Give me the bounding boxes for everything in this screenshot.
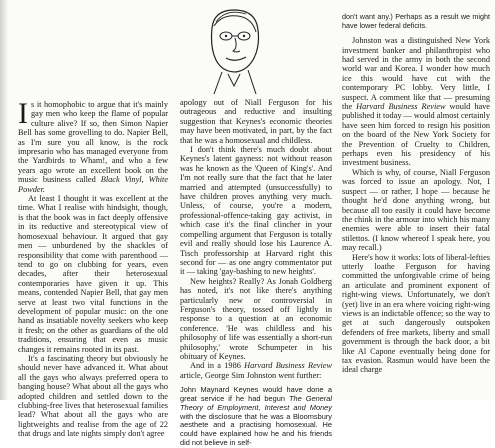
caricature-illustration: [198, 6, 270, 94]
paragraph: apology out of Niall Ferguson for his outrageous and reductive and insulting suggestion that Keynes's economic theories may have been motivated, in part, by the fact that he was a homosexual and childless.: [180, 98, 332, 145]
paragraph: [180, 361, 332, 380]
drop-cap: I: [18, 97, 28, 130]
article-column-2: [180, 98, 332, 448]
article-column-1: [18, 97, 169, 439]
paragraph: Here's how it works: lots of liberal-lefties utterly loathe Ferguson for having committed the unforgivable crime of being an articulate and prominent exponent of right-wing views. Unfortunately, we don't (yet) live in an era where voicing right-wing views is an indictable offence; so the way to get at such dangerously outspoken defenders of free markets, liberty and small government is through the back door, a bit like Al Capone eventually being done for tax evasion. Rasmun would have been the ideal charge: [342, 252, 490, 375]
paragraph: Which is why, of course, Niall Ferguson was forced to issue an apology. Not, I suspect — or rather, I hope — because he thought he'd done anything wrong, but because all too easily it could have become the chink in the armour into which his many enemies were able to insert their fatal stilettos. (I know whereof I speak here, you may recall.): [342, 167, 490, 253]
paragraph: I don't think there's much doubt about Keynes's latent gayness: not without reason was he known as the 'Queen of King's'. And I'm not really sure that the fact that he later married and attempted (unsuccessfully) to have children proves anything very much. Unless, of course, you're a modern, professional-offence-taking gay activist, in which case it's the final clincher in your compelling argument that Ferguson is totally evil and really should lose his Laurence A. Tisch professorship at Harvard right this second for — as one angry commentator put it — taking 'gay-bashing to new heights'.: [180, 145, 332, 277]
paragraph-text: article, George Sim Johnston went further:: [180, 370, 322, 380]
block-quote: [180, 386, 332, 448]
paragraph: New heights? Really? As Jonah Goldberg has noted, it's not like there's anything particularly new or controversial in Ferguson's theory, tossed off lightly in response to a question at an economic conference. 'He was childless and his philosophy of life was essentially a short-run philosophy,' wrote Schumpeter in his obituary of Keynes.: [180, 276, 332, 361]
paragraph-text: And in a 1986: [190, 361, 245, 371]
publication-title: Harvard Business Review: [356, 102, 446, 112]
book-title: Black Vinyl, White Powder.: [18, 175, 169, 194]
paragraph: At least I thought it was excellent at the time. What I realise with hindsight, though, is that the book was in fact deeply offensive in its reductive and stereotypical view of homosexual behaviour. It argued that gay men — unburdened by the shackles of responsibility that come with parenthood — tend to go on clubbing for years, even decades, after their heterosexual contemporaries have given it up. This means, contended Napier Bell, that gay men serve at least two vital functions in the development of popular music: on the one hand as insatiable novelty seekers who keep it fresh; on the other as guardians of the old traditions, ensuring that even as music changes it remains rooted in its past.: [18, 194, 168, 354]
book-title: The General Theory of Employment, Interest and Money: [180, 393, 332, 412]
paragraph-text: would have published it today — would almost certainly have seen him forced to resign his position on the board of the New York Society for the Prevention of Cruelty to Children, perhaps even his presidency of his investment business.: [342, 102, 490, 168]
paragraph: It's a fascinating theory but obviously he should never have advanced it. What about all the gays who always preferred opera to banging house? What about all the gays who adopted children and settled down to the clubbing-free lives that heterosexual families lead? What about all the gays who are lightweights and realise from the age of 22 that drugs and late nights simply don't agree: [18, 353, 168, 439]
page-gutter-shadow: [0, 0, 8, 400]
paragraph-text: s it homophobic to argue that it's mainly gay men who keep the flame of popular culture alive? If so, then Simon Napier Bell has some grovelling to do. Napier Bell, as I'm sure you all know, is the rock impresario who has managed everyone from the Yardbirds to Wham!, and who a few years ago wrote an excellent book on the music business called: [18, 100, 168, 185]
paragraph-text: Johnston was a distinguished New York investment banker and philanthropist who had served in the army in both the second world war and Korea. I wonder how much ice this would have cut with the contemporary PC lobby. Very little, I suspect. A comment like that — presuming the: [342, 36, 490, 112]
quote-continuation: don't want any.) Perhaps as a result we might have lower federal deficits.: [342, 12, 490, 30]
paragraph: [18, 97, 169, 194]
paragraph: [342, 36, 490, 168]
article-column-3: [342, 13, 490, 375]
publication-title: Harvard Business Review: [244, 361, 332, 371]
quote-text: John Maynard Keynes would have done a great service if he had begun: [180, 385, 332, 403]
quote-text: with the disclosure that he was a Bloomsbury aesthete and a practising homosexual. He could have explained how he and his friends did not believe in self-: [180, 411, 332, 447]
